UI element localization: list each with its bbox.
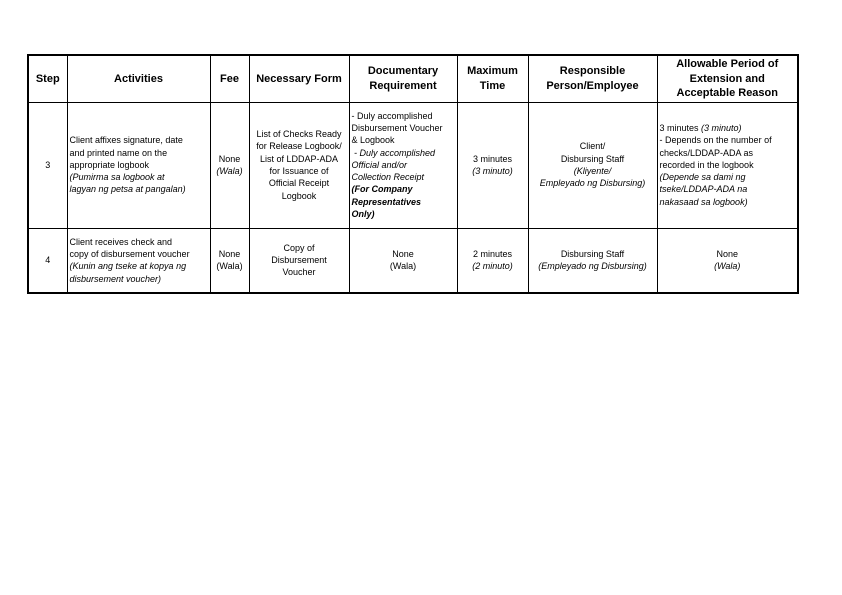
allowable-period-cell: None (Wala) (657, 228, 798, 293)
responsible-cell: Disbursing Staff (Empleyado ng Disbursing) (528, 228, 657, 293)
maximum-time-cell: 3 minutes (3 minuto) (457, 102, 528, 228)
maximum-time-cell: 2 minutes (2 minuto) (457, 228, 528, 293)
necessary-form-cell: List of Checks Ready for Release Logbook/ List of LDDAP-ADA for Issuance of Official Receipt Logbook (249, 102, 349, 228)
process-table (27, 54, 799, 294)
table-header-row (28, 55, 798, 102)
activities-cell: Client affixes signature, date and printed name on the appropriate logbook (Pumirma sa logbook at lagyan ng petsa at pangalan) (67, 102, 210, 228)
allowable-period-cell: 3 minutes (3 minuto) - Depends on the number of checks/LDDAP-ADA as recorded in the logbook (Depende sa dami ng tseke/LDDAP-ADA na nakasaad sa logbook) (657, 102, 798, 228)
header-responsible: Responsible Person/Employee (528, 55, 657, 102)
necessary-form-cell: Copy of Disbursement Voucher (249, 228, 349, 293)
table-row (28, 228, 798, 293)
header-step: Step (28, 55, 67, 102)
fee-cell: None (Wala) (210, 228, 249, 293)
table-row (28, 102, 798, 228)
header-documentary-requirement: Documentary Requirement (349, 55, 457, 102)
fee-cell: None (Wala) (210, 102, 249, 228)
activities-cell: Client receives check and copy of disbursement voucher (Kunin ang tseke at kopya ng disbursement voucher) (67, 228, 210, 293)
documentary-requirement-cell: - Duly accomplished Disbursement Voucher & Logbook - Duly accomplished Official and/or Collection Receipt (For Company Representatives Only) (349, 102, 457, 228)
responsible-cell: Client/ Disbursing Staff (Kliyente/ Empleyado ng Disbursing) (528, 102, 657, 228)
header-maximum-time: Maximum Time (457, 55, 528, 102)
documentary-requirement-cell: None (Wala) (349, 228, 457, 293)
step-cell: 4 (28, 228, 67, 293)
header-fee: Fee (210, 55, 249, 102)
header-activities: Activities (67, 55, 210, 102)
header-allowable-period: Allowable Period of Extension and Acceptable Reason (657, 55, 798, 102)
header-necessary-form: Necessary Form (249, 55, 349, 102)
step-cell: 3 (28, 102, 67, 228)
